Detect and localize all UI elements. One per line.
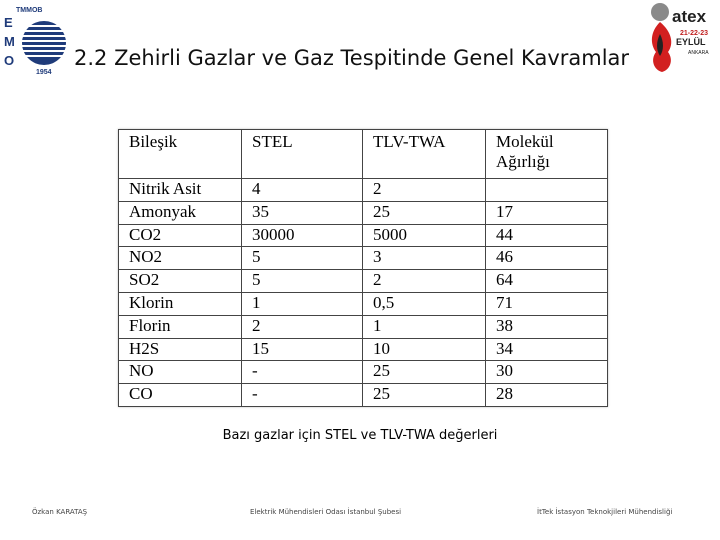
table-cell: 5000 [363,224,486,247]
table-cell: CO [119,384,242,407]
table-cell: Klorin [119,292,242,315]
table-cell: CO2 [119,224,242,247]
table-cell: 30 [486,361,608,384]
table-cell: 3 [363,247,486,270]
table-row [119,361,608,384]
table-row [119,384,608,407]
table-cell: Amonyak [119,201,242,224]
flame-icon [651,3,671,72]
table-row [119,224,608,247]
table-cell: 5 [242,247,363,270]
footer-author: Özkan KARATAŞ [32,508,88,516]
table-cell: 17 [486,201,608,224]
table-cell: 5 [242,270,363,293]
table-cell: 2 [363,270,486,293]
table-cell: NO [119,361,242,384]
table-cell: 35 [242,201,363,224]
footer-organization: Elektrik Mühendisleri Odası İstanbul Şubesi [250,508,402,516]
table-cell: - [242,384,363,407]
table-caption: Bazı gazlar için STEL ve TLV-TWA değerleri [222,428,498,443]
table-cell: 46 [486,247,608,270]
slide-title: 2.2 Zehirli Gazlar ve Gaz Tespitinde Genel Kavramlar [74,46,630,70]
table-cell: NO2 [119,247,242,270]
table-cell: 2 [363,179,486,202]
gas-values-table [118,129,608,407]
atex-logo [646,0,720,74]
table-row [119,315,608,338]
table-cell: 15 [242,338,363,361]
table-row [119,247,608,270]
table-cell: 10 [363,338,486,361]
table-cell: 64 [486,270,608,293]
header-compound: Bileşik [119,130,242,179]
table-cell: 71 [486,292,608,315]
svg-text:EYLÜL: EYLÜL [676,37,706,47]
footer-right: İtTek İstasyon Teknokjileri Mühendisliği [537,508,673,516]
table-row [119,179,608,202]
svg-text:atex: atex [672,7,707,26]
table-cell: - [242,361,363,384]
table-cell: 0,5 [363,292,486,315]
table-cell: 1 [363,315,486,338]
table-cell: 4 [242,179,363,202]
table-cell: H2S [119,338,242,361]
svg-text:1954: 1954 [36,69,52,75]
table-cell: 30000 [242,224,363,247]
svg-text:M: M [4,34,15,49]
emo-globe-icon [20,21,68,65]
table-cell: Nitrik Asit [119,179,242,202]
table-cell: SO2 [119,270,242,293]
table-row [119,201,608,224]
header-stel: STEL [242,130,363,179]
table-row [119,338,608,361]
table-cell: 38 [486,315,608,338]
table-cell [486,179,608,202]
table-cell: 25 [363,361,486,384]
svg-text:TMMOB: TMMOB [16,7,43,14]
table-cell: Florin [119,315,242,338]
svg-text:ANKARA: ANKARA [688,50,709,56]
table-cell: 34 [486,338,608,361]
table-cell: 25 [363,384,486,407]
table-header-row [119,130,608,179]
header-tlv-twa: TLV-TWA [363,130,486,179]
table-row [119,292,608,315]
table-cell: 25 [363,201,486,224]
svg-text:E: E [4,15,13,30]
emo-logo [2,3,68,75]
table-cell: 2 [242,315,363,338]
table-cell: 1 [242,292,363,315]
gas-values-table-image [118,129,608,407]
header-molecular-weight: Molekül Ağırlığı [486,130,608,179]
svg-text:21-22-23: 21-22-23 [680,30,709,37]
table-row [119,270,608,293]
svg-text:O: O [4,53,15,68]
table-cell: 28 [486,384,608,407]
table-cell: 44 [486,224,608,247]
